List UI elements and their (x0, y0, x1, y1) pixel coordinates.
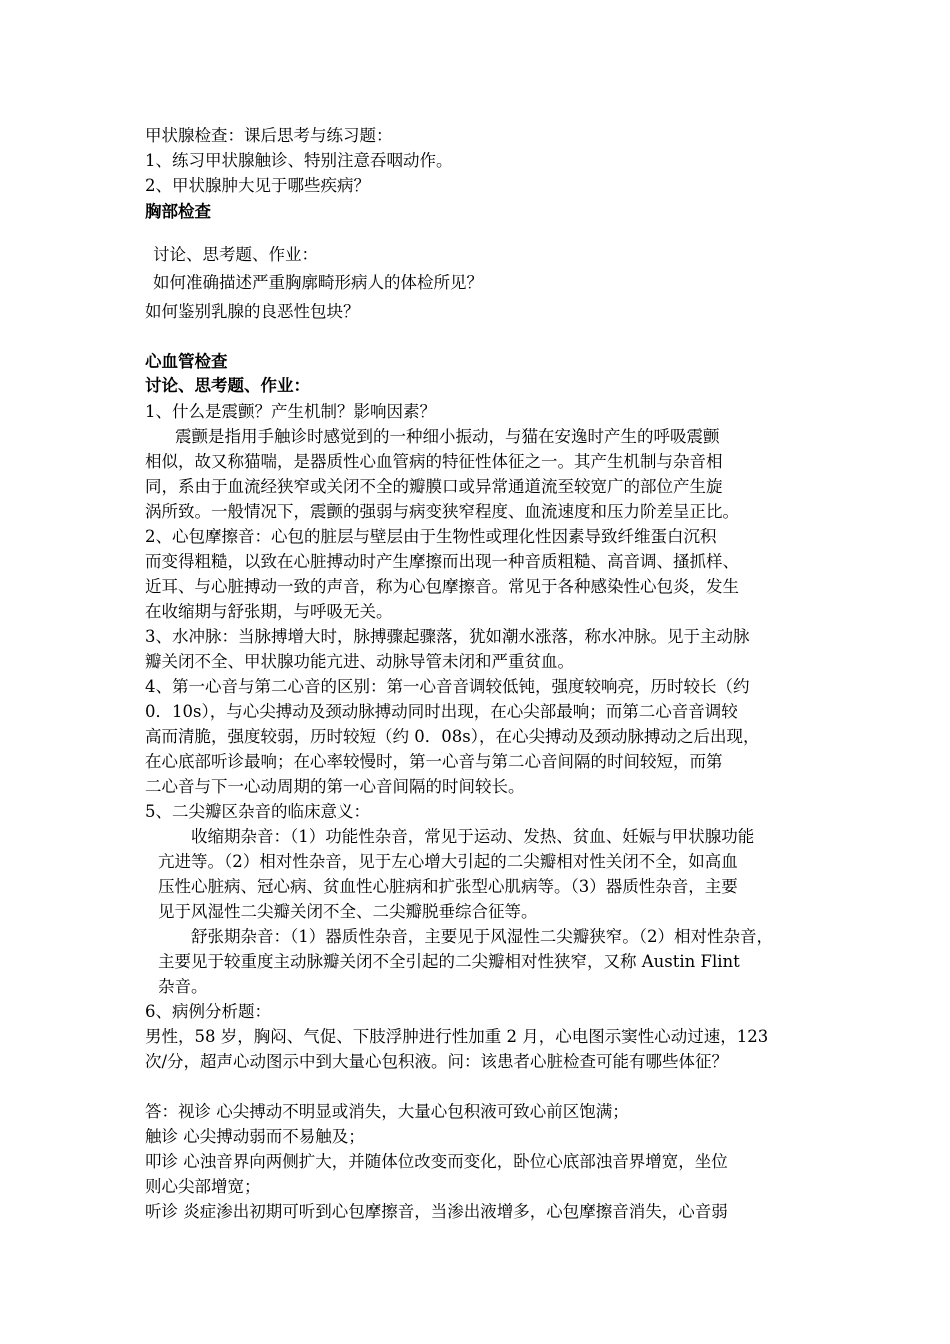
answer-line: 答：视诊 心尖搏动不明显或消失，大量心包积液可致心前区饱满； (145, 1102, 629, 1121)
question-4-line: 高而清脆，强度较弱，历时较短（约 0．08s），在心尖搏动及颈动脉搏动之后出现， (145, 727, 760, 746)
chest-heading: 胸部检查 (145, 202, 211, 221)
question-4-line: 0．10s），与心尖搏动及颈动脉搏动同时出现，在心尖部最响；而第二心音音调较 (145, 702, 738, 721)
chest-discussion-label: 讨论、思考题、作业： (153, 245, 318, 264)
question-1-line: 涡所致。一般情况下，震颤的强弱与病变狭窄程度、血流速度和压力阶差呈正比。 (145, 502, 739, 521)
question-1-line: 同，系由于血流经狭窄或关闭不全的瓣膜口或异常通道流至较宽广的部位产生旋 (145, 477, 723, 496)
systolic-murmur-line: 收缩期杂音：（1）功能性杂音，常见于运动、发热、贫血、妊娠与甲状腺功能 (191, 827, 755, 846)
question-5-title: 5、二尖瓣区杂音的临床意义： (145, 802, 370, 821)
question-2-line: 在收缩期与舒张期，与呼吸无关。 (145, 602, 393, 621)
thyroid-heading: 甲状腺检查：课后思考与练习题： (145, 126, 393, 145)
question-1-title: 1、什么是震颤？产生机制？影响因素？ (145, 402, 436, 421)
case-line: 次/分，超声心动图示中到大量心包积液。问：该患者心脏检查可能有哪些体征？ (145, 1052, 729, 1071)
answer-line: 触诊 心尖搏动弱而不易触及； (145, 1127, 365, 1146)
chest-question-2: 如何鉴别乳腺的良恶性包块？ (145, 302, 360, 321)
question-3-line: 3、水冲脉：当脉搏增大时，脉搏骤起骤落，犹如潮水涨落，称水冲脉。见于主动脉 (145, 627, 750, 646)
question-4-line: 4、第一心音与第二心音的区别：第一心音音调较低钝，强度较响亮，历时较长（约 (145, 677, 750, 696)
systolic-murmur-line: 压性心脏病、冠心病、贫血性心脏病和扩张型心肌病等。（3）器质性杂音，主要 (158, 877, 738, 896)
cardio-subheading: 讨论、思考题、作业： (145, 376, 310, 395)
question-3-line: 瓣关闭不全、甲状腺功能亢进、动脉导管未闭和严重贫血。 (145, 652, 574, 671)
answer-line: 则心尖部增宽； (145, 1177, 261, 1196)
answer-line: 叩诊 心浊音界向两侧扩大，并随体位改变而变化，卧位心底部浊音界增宽，坐位 (145, 1152, 728, 1171)
question-2-line: 而变得粗糙，以致在心脏搏动时产生摩擦而出现一种音质粗糙、高音调、搔抓样、 (145, 552, 739, 571)
thyroid-question-1: 1、练习甲状腺触诊、特别注意吞咽动作。 (145, 151, 453, 170)
diastolic-murmur-line: 杂音。 (158, 977, 208, 996)
question-4-line: 二心音与下一心动周期的第一心音间隔的时间较长。 (145, 777, 525, 796)
case-line: 男性，58 岁，胸闷、气促、下肢浮肿进行性加重 2 月，心电图示窦性心动过速，123 (145, 1027, 769, 1046)
question-1-line: 相似，故又称猫喘，是器质性心血管病的特征性体征之一。其产生机制与杂音相 (145, 452, 723, 471)
question-6-title: 6、病例分析题： (145, 1002, 271, 1021)
diastolic-murmur-line: 舒张期杂音：（1）器质性杂音，主要见于风湿性二尖瓣狭窄。（2）相对性杂音， (191, 927, 773, 946)
systolic-murmur-line: 亢进等。（2）相对性杂音，见于左心增大引起的二尖瓣相对性关闭不全，如高血 (158, 852, 738, 871)
question-2-line: 2、心包摩擦音：心包的脏层与壁层由于生物性或理化性因素导致纤维蛋白沉积 (145, 527, 717, 546)
question-4-line: 在心底部听诊最响；在心率较慢时，第一心音与第二心音间隔的时间较短，而第 (145, 752, 723, 771)
answer-line: 听诊 炎症渗出初期可听到心包摩擦音，当渗出液增多，心包摩擦音消失，心音弱 (145, 1202, 728, 1221)
question-1-line: 震颤是指用手触诊时感觉到的一种细小振动，与猫在安逸时产生的呼吸震颤 (175, 427, 720, 446)
thyroid-question-2: 2、甲状腺肿大见于哪些疾病？ (145, 176, 370, 195)
cardio-heading: 心血管检查 (145, 352, 228, 371)
systolic-murmur-line: 见于风湿性二尖瓣关闭不全、二尖瓣脱垂综合征等。 (158, 902, 538, 921)
chest-question-1: 如何准确描述严重胸廓畸形病人的体检所见？ (153, 273, 483, 292)
diastolic-murmur-line: 主要见于较重度主动脉瓣关闭不全引起的二尖瓣相对性狭窄，又称 Austin Flint (158, 952, 740, 971)
question-2-line: 近耳、与心脏搏动一致的声音，称为心包摩擦音。常见于各种感染性心包炎，发生 (145, 577, 739, 596)
